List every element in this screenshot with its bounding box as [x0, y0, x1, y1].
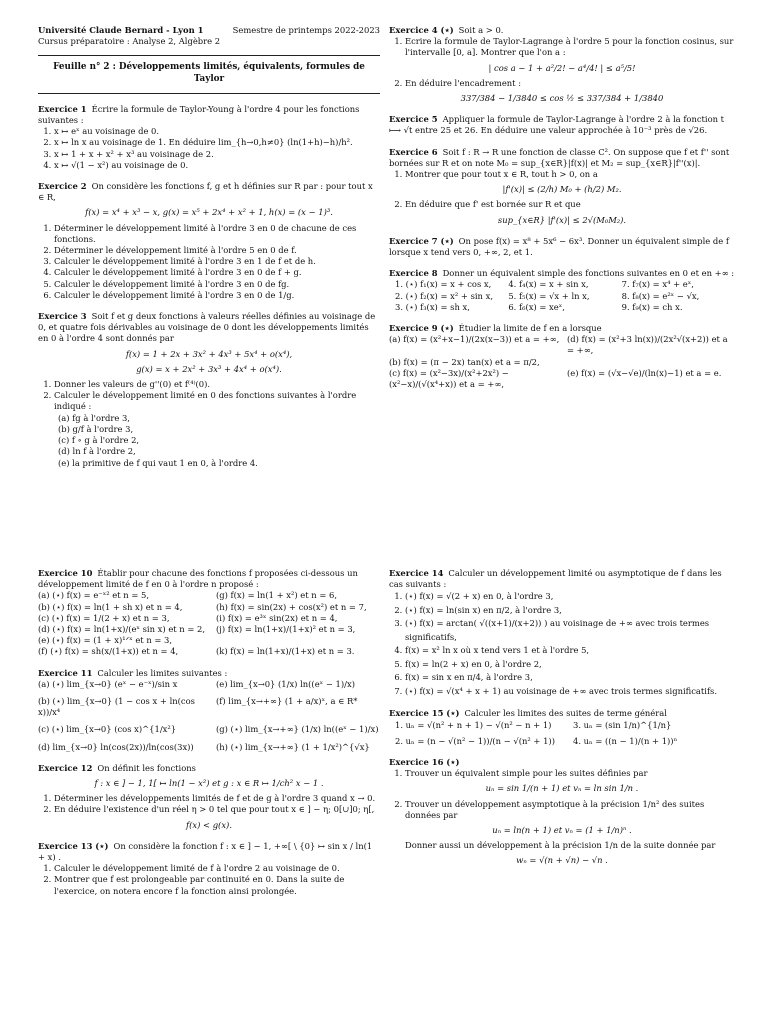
exercise-10: Exercice 10 Établir pour chacune des fonctions f proposées ci-dessous un développement limité de f en 0 à l'ordre n proposé : (a) (⋆) f(x) = e⁻ˣ² et n = 5, (g) f(x) = ln(1 + x²) et n = 6, (b) (⋆) f(x) = ln(1 + sh x) et n = 4, (h) f(x) = sin(2x) + cos(x²) et n = 7, (c) (⋆) f(x) = 1/(2 + x) et n = 3, (i) f(x) = e³ˣ sin(2x) et n = 4, (d) (⋆) f(x) = ln(1+x)/(eˣ sin x) et n = 2, (j) f(x) = ln(1+x)/(1+x)² et n = 3, (e) (⋆) f(x) = (1 + x)¹ᐟˣ et n = 3, (f) (⋆) f(x) = sh(x/(1+x)) et n = 4, (k) f(x) = ln(1+x)/(1+x) et n = 3. — [38, 568, 367, 657]
exercise-4: Exercice 4 (⋆) Soit a > 0. 1. Ecrire la formule de Taylor-Lagrange à l'ordre 5 pour la fonction cosinus, sur l'intervalle [0, a]. Montrer que l'on a : | cos a − 1 + a²/2! − a⁴/4! | ≤ a⁵/5! 2. En déduire l'encadrement : 337/384 − 1/3840 ≤ cos ½ ≤ 337/384 + 1/3840 — [389, 25, 735, 104]
university-name: Université Claude Bernard - Lyon 1 — [38, 25, 204, 35]
exercise-8: Exercice 8 Donner un équivalent simple des fonctions suivantes en 0 et en +∞ : 1. (⋆) f₁(x) = x + cos x, 4. f₄(x) = x + sin x, 7. f₇(x) = x⁴ + eˣ, 2. (⋆) f₂(x) = x² + sin x, 5. f₅(x) = √x + ln x, 8. f₈(x) = e²ˣ − √x, 3. (⋆) f₃(x) = sh x, 6. f₆(x) = xeˣ, 9. f₉(x) = ch x. — [389, 268, 735, 312]
right-column-top — [389, 25, 735, 390]
sheet-title-box — [38, 55, 380, 93]
exercise-7: Exercice 7 (⋆) On pose f(x) = x⁸ + 5x⁶ − 6x³. Donner un équivalent simple de f lorsque x tend vers 0, +∞, 2, et 1. — [389, 235, 729, 258]
exercise-1: Exercice 1 Écrire la formule de Taylor-Young à l'ordre 4 pour les fonctions suivantes : 1. x ↦ eˣ au voisinage de 0. 2. x ↦ ln x au voisinage de 1. En déduire lim_{h→0,h≠0} (ln(1+h)−h)/h². 3. x ↦ 1 + x + x² + x³ au voisinage de 2. 4. x ↦ √(1 − x²) au voisinage de 0. — [38, 104, 380, 171]
semester: Semestre de printemps 2022-2023 — [232, 25, 380, 35]
page-header — [38, 25, 380, 36]
course-name: Cursus préparatoire : Analyse 2, Algèbre 2 — [38, 36, 221, 47]
left-column-bottom — [38, 568, 380, 897]
left-column-top — [38, 25, 380, 469]
exercise-6: Exercice 6 Soit f : R → R une fonction de classe C². On suppose que f et f'' sont bornées sur R et on note M₀ = sup_{x∈R}|f(x)| et M₂ = sup_{x∈R}|f''(x)|. 1. Montrer que pour tout x ∈ R, tout h > 0, on a |f'(x)| ≤ (2/h) M₀ + (h/2) M₂. 2. En déduire que f' est bornée sur R et que sup_{x∈R} |f'(x)| ≤ 2√(M₀M₂). — [389, 147, 735, 226]
sheet-title: Feuille n° 2 : Développements limités, équivalents, formules de Taylor — [53, 62, 365, 84]
exercise-5: Exercice 5 Appliquer la formule de Taylor-Lagrange à l'ordre 2 à la fonction t ⟼ √t entre 25 et 26. En déduire une valeur approchée à 10⁻³ près de √26. — [389, 114, 725, 136]
exercise-9: Exercice 9 (⋆) Étudier la limite de f en a lorsque (a) f(x) = (x²+x−1)/(2x(x−3)) et a = +∞, (d) f(x) = (x²+3 ln(x))/(2x²√(x+2)) et a = +∞, (b) f(x) = (π − 2x) tan(x) et a = π/2, (c) f(x) = (x²−3x)/(x²+2x²) − (x²−x)/(√(x⁴+x)) et a = +∞, (e) f(x) = (√x−√e)/(ln(x)−1) et a = e. — [389, 323, 728, 390]
exercise-11: Exercice 11 Calculer les limites suivantes : (a) (⋆) lim_{x→0} (eˣ − e⁻ˣ)/sin x (e) lim_{x→0} (1/x) ln((eˣ − 1)/x) (b) (⋆) lim_{x→0} (1 − cos x + ln(cos x))/x⁴ (f) lim_{x→+∞} (1 + a/x)ˣ, a ∈ R* (c) (⋆) lim_{x→0} (cos x)^{1/x²} (g) (⋆) lim_{x→+∞} (1/x) ln((eˣ − 1)/x) (d) lim_{x→0} ln(cos(2x))/ln(cos(3x)) (h) (⋆) lim_{x→+∞} (1 + 1/x²)^{√x} — [38, 667, 379, 752]
exercise-13: Exercice 13 (⋆) On considère la fonction f : x ∈ ] − 1, +∞[ \ {0} ↦ sin x / ln(1 + x) . 1. Calculer le développement limité de f à l'ordre 2 au voisinage de 0. 2. Montrer que f est prolongeable par continuité en 0. Dans la suite de l'exercice, on notera encore f la fonction ainsi prolongée. — [38, 841, 380, 897]
right-column-bottom — [389, 568, 735, 871]
exercise-16: Exercice 16 (⋆) 1. Trouver un équivalent simple pour les suites définies par uₙ = sin 1/(n + 1) et vₙ = ln sin 1/n . 2. Trouver un développement asymptotique à la précision 1/n² des suites données par uₙ = ln(n + 1) et vₙ = (1 + 1/n)ⁿ . Donner aussi un développement à la précision 1/n de la suite donnée par wₙ = √(n + √n) − √n . — [389, 757, 735, 867]
exercise-15: Exercice 15 (⋆) Calculer les limites des suites de terme général 1. uₙ = √(n² + n + 1) − √(n² − n + 1) 3. uₙ = (sin 1/n)^{1/n} 2. uₙ = (n − √(n² − 1))/(n − √(n² + 1)) 4. uₙ = ((n − 1)/(n + 1))ⁿ — [389, 708, 678, 746]
exercise-3: Exercice 3 Soit f et g deux fonctions à valeurs réelles définies au voisinage de 0, et quatre fois dérivables au voisinage de 0 dont les développements limités en 0 à l'ordre 4 sont donnés par f(x) = 1 + 2x + 3x² + 4x³ + 5x⁴ + o(x⁴), g(x) = x + 2x² + 3x³ + 4x⁴ + o(x⁴). 1. Donner les valeurs de g''(0) et f⁽⁴⁾(0). 2. Calculer le développement limité en 0 des fonctions suivantes à l'ordre indiqué : (a) fg à l'ordre 3, (b) g/f à l'ordre 3, (c) f ∘ g à l'ordre 2, (d) ln f à l'ordre 2, (e) la primitive de f qui vaut 1 en 0, à l'ordre 4. — [38, 311, 380, 469]
exercise-14: Exercice 14 Calculer un développement limité ou asymptotique de f dans les cas suivants : 1. (⋆) f(x) = √(2 + x) en 0, à l'ordre 3, 2. (⋆) f(x) = ln(sin x) en π/2, à l'ordre 3, 3. (⋆) f(x) = arctan( √((x+1)/(x+2)) ) au voisinage de +∞ avec trois termes significatifs, 4. f(x) = x² ln x où x tend vers 1 et à l'ordre 5, 5. f(x) = ln(2 + x) en 0, à l'ordre 2, 6. f(x) = sin x en π/4, à l'ordre 3, 7. (⋆) f(x) = √(x⁴ + x + 1) au voisinage de +∞ avec trois termes significatifs. — [389, 568, 735, 698]
exercise-12: Exercice 12 On définit les fonctions f : x ∈ ] − 1, 1[ ↦ ln(1 − x²) et g : x ∈ R ↦ 1/ch² x − 1 . 1. Déterminer les développements limités de f et de g à l'ordre 3 quand x → 0. 2. En déduire l'existence d'un réel η > 0 tel que pour tout x ∈ ] − η; 0[∪]0; η[, f(x) < g(x). — [38, 763, 380, 831]
exercise-2: Exercice 2 On considère les fonctions f, g et h définies sur R par : pour tout x ∈ R, f(x) = x⁴ + x³ − x, g(x) = x⁵ + 2x⁴ + x² + 1, h(x) = (x − 1)³. 1. Déterminer le développement limité à l'ordre 3 en 0 de chacune de ces fonctions. 2. Déterminer le développement limité à l'ordre 5 en 0 de f. 3. Calculer le développement limité à l'ordre 3 en 1 de f et de h. 4. Calculer le développement limité à l'ordre 3 en 0 de f + g. 5. Calculer le développement limité à l'ordre 3 en 0 de fg. 6. Calculer le développement limité à l'ordre 3 en 0 de 1/g. — [38, 181, 380, 301]
